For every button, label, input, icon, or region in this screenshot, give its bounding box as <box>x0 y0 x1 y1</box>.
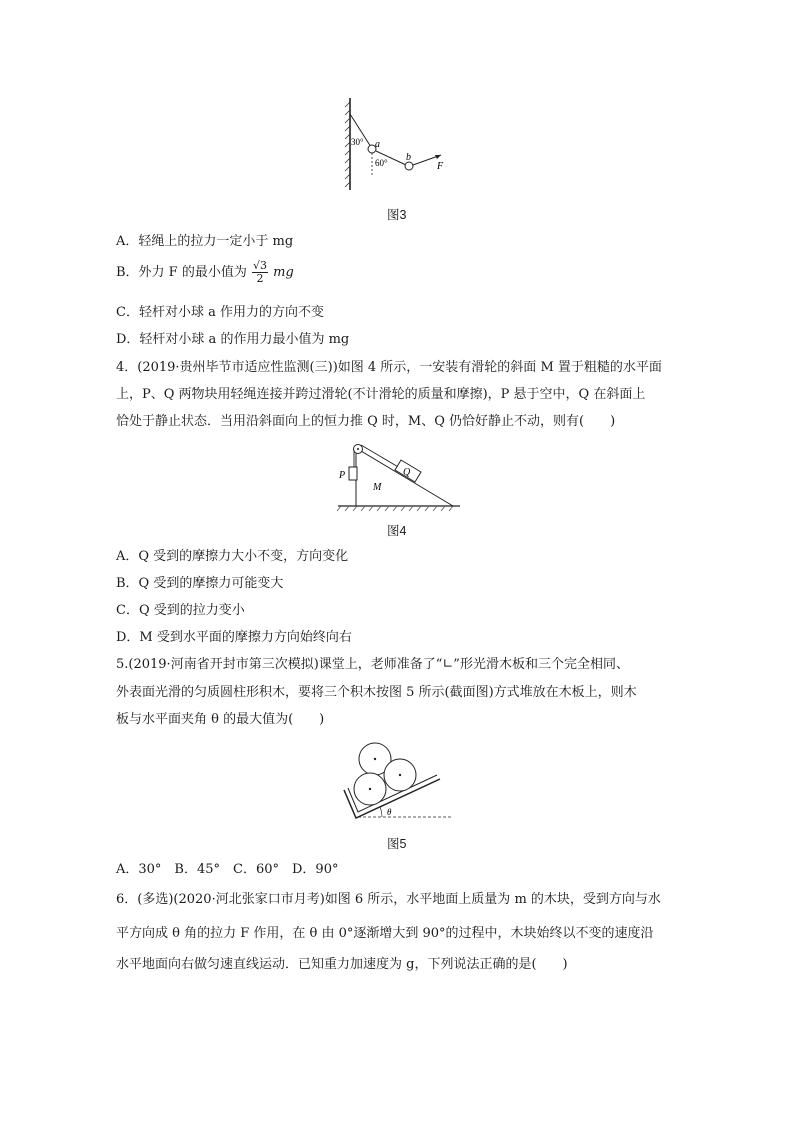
label-q: Q <box>403 467 411 478</box>
q6-stem-line-3: 水平地面向右做匀速直线运动．已知重力加速度为 g，下列说法正确的是( ) <box>116 957 568 972</box>
ball-a-label: a <box>375 139 380 150</box>
figure-4-caption: 图4 <box>387 524 407 538</box>
q3-option-a: A．轻绳上的拉力一定小于 mg <box>116 234 294 249</box>
q4-option-c: C．Q 受到的拉力变小 <box>116 603 245 618</box>
q4-stem-line-2: 上，P、Q 两物块用轻绳连接并跨过滑轮(不计滑轮的质量和摩擦)，P 悬于空中，Q 在斜面上 <box>116 387 646 402</box>
q3-option-b-prefix: B．外力 F 的最小值为 <box>116 265 247 280</box>
q3-option-b <box>116 260 294 290</box>
cylinder-bottom-left-center <box>369 788 371 790</box>
q4-option-d: D．M 受到水平面的摩擦力方向始终向右 <box>116 630 352 645</box>
cylinder-top-center <box>374 758 376 760</box>
fraction-numerator: √3 <box>252 259 267 272</box>
pulley-axle <box>357 448 359 450</box>
label-p: P <box>339 470 346 481</box>
q5-stem-line-2: 外表面光滑的匀质圆柱形积木，要将三个积木按图 5 所示(截面图)方式堆放在木板上，则木 <box>116 685 637 700</box>
rope-to-q <box>361 445 400 468</box>
ball-b-label: b <box>406 152 411 163</box>
figure-5 <box>340 734 460 826</box>
q3-option-c: C．轻杆对小球 a 作用力的方向不变 <box>116 305 324 320</box>
q5-options: A．30° B．45° C．60° D．90° <box>116 862 339 877</box>
figure-3-caption: 图3 <box>387 208 407 222</box>
q3-option-d: D．轻杆对小球 a 的作用力最小值为 mg <box>116 332 350 347</box>
q4-stem-line-3: 恰处于静止状态．当用沿斜面向上的恒力推 Q 时，M、Q 仍恰好静止不动，则有( ) <box>116 414 616 429</box>
fraction-denominator: 2 <box>256 272 264 285</box>
label-m: M <box>373 482 382 493</box>
figure-3 <box>340 92 460 194</box>
fraction <box>252 260 268 285</box>
cylinder-right-center <box>399 774 401 776</box>
q6-stem-line-1: 6．(多选)(2020·河北张家口市月考)如图 6 所示，水平地面上质量为 m 的木块，受到方向与水 <box>116 892 661 907</box>
block-p <box>349 467 357 480</box>
q4-option-a: A．Q 受到的摩擦力大小不变，方向变化 <box>116 549 349 564</box>
q4-stem-line-1: 4．(2019·贵州毕节市适应性监测(三))如图 4 所示，一安装有滑轮的斜面 M 置于粗糙的水平面 <box>116 360 662 375</box>
figure-5-caption: 图5 <box>387 837 407 851</box>
label-theta: θ <box>387 807 392 817</box>
figure-4 <box>335 436 465 516</box>
theta-arc <box>380 807 382 817</box>
angle-30-label: 30° <box>351 137 364 147</box>
q5-stem-line-3: 板与水平面夹角 θ 的最大值为( ) <box>116 712 325 727</box>
q6-stem-line-2: 平方向成 θ 角的拉力 F 作用，在 θ 由 0°逐渐增大到 90°的过程中，木块始终以不变的速度沿 <box>116 926 654 941</box>
force-f-label: F <box>437 161 444 172</box>
ball-b <box>405 162 413 170</box>
angle-60-label: 60° <box>375 158 388 168</box>
q3-option-b-suffix: mg <box>273 265 294 280</box>
ground-hatching <box>337 506 453 511</box>
q4-option-b: B．Q 受到的摩擦力可能变大 <box>116 576 284 591</box>
q5-stem-line-1: 5.(2019·河南省开封市第三次模拟)课堂上，老师准备了“∟”形光滑木板和三个完全相同、 <box>116 657 629 672</box>
